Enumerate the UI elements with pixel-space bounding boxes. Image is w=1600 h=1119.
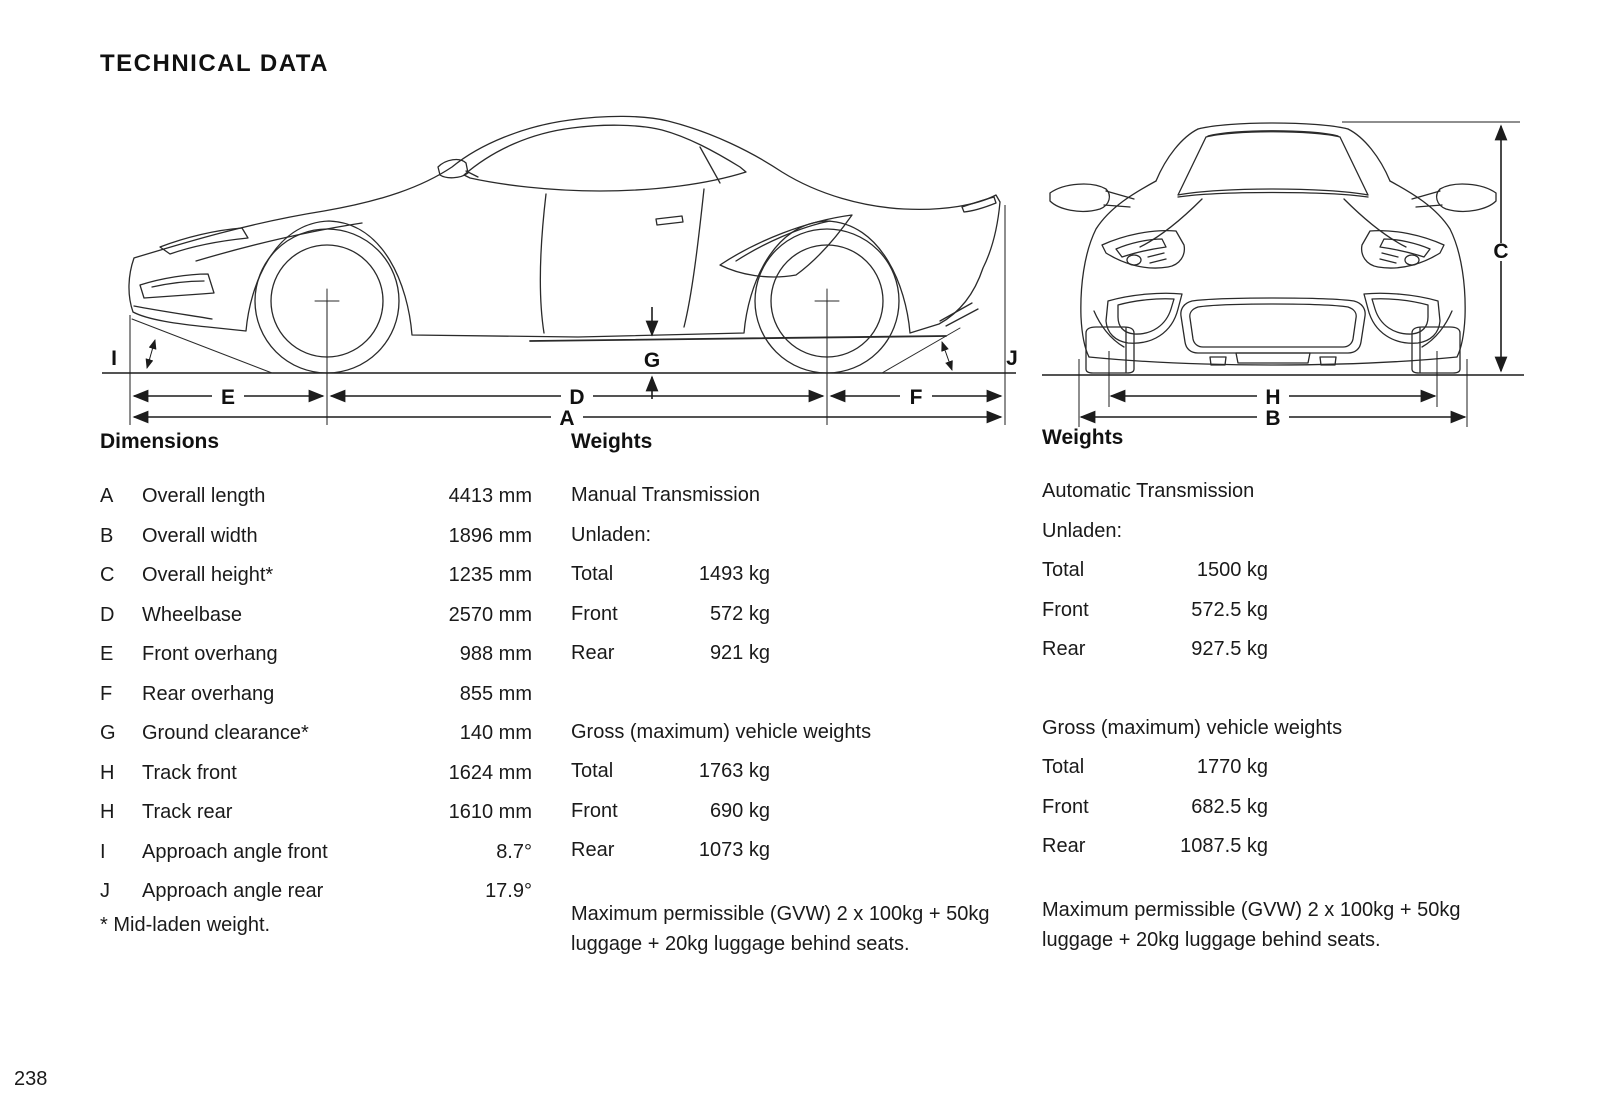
weight-label: Rear bbox=[1042, 835, 1086, 858]
dimension-key: D bbox=[100, 603, 115, 626]
weight-row bbox=[571, 634, 770, 674]
dimension-value: 1235 mm bbox=[448, 564, 532, 587]
gvw-note: Maximum permissible (GVW) 2 x 100kg + 50kg luggage + 20kg luggage behind seats. bbox=[571, 902, 990, 955]
unladen-table bbox=[1042, 551, 1268, 670]
dimension-row bbox=[100, 477, 532, 517]
dim-label-C: C bbox=[1493, 240, 1509, 263]
weight-row bbox=[571, 752, 770, 792]
weight-value: 1073 kg bbox=[698, 839, 770, 862]
dimensions-table bbox=[100, 477, 532, 912]
weight-row bbox=[571, 555, 770, 595]
unladen-table bbox=[571, 555, 770, 674]
weight-value: 572.5 kg bbox=[1191, 598, 1268, 621]
dimension-label: Track front bbox=[142, 761, 237, 784]
gvw-note: Maximum permissible (GVW) 2 x 100kg + 50kg luggage + 20kg luggage behind seats. bbox=[1042, 898, 1461, 951]
weight-label: Rear bbox=[1042, 638, 1086, 661]
weight-value: 690 kg bbox=[709, 799, 770, 822]
weights-manual-heading: Weights bbox=[571, 430, 653, 453]
dimension-key: E bbox=[100, 643, 114, 666]
weight-value: 1763 kg bbox=[698, 760, 770, 783]
dim-label-G: G bbox=[643, 349, 661, 372]
transmission-label: Manual Transmission bbox=[571, 484, 760, 507]
dimension-key: I bbox=[100, 840, 106, 863]
dimension-key: B bbox=[100, 524, 114, 547]
dim-label-F: F bbox=[909, 386, 923, 409]
weights-auto-heading: Weights bbox=[1042, 426, 1124, 449]
page-title: TECHNICAL DATA bbox=[100, 50, 329, 78]
weight-value: 927.5 kg bbox=[1191, 638, 1268, 661]
car-front-view-drawing bbox=[1050, 123, 1496, 373]
weight-row bbox=[571, 595, 770, 635]
dimension-label: Wheelbase bbox=[142, 603, 243, 626]
weight-value: 1500 kg bbox=[1196, 559, 1268, 582]
gross-table bbox=[1042, 748, 1268, 867]
weight-label: Total bbox=[571, 760, 614, 783]
dimension-row bbox=[100, 714, 532, 754]
weights-manual-section bbox=[571, 430, 1011, 960]
car-side-view-drawing bbox=[129, 116, 1000, 373]
dimension-row bbox=[100, 635, 532, 675]
dim-label-A: A bbox=[559, 407, 575, 430]
side-dimension-extension-lines bbox=[130, 205, 1005, 425]
weights-auto-section bbox=[1042, 426, 1494, 956]
dimension-value: 140 mm bbox=[459, 722, 532, 745]
dimension-label: Overall length bbox=[142, 485, 266, 508]
weight-label: Front bbox=[1042, 795, 1089, 818]
dimensions-footnote: * Mid-laden weight. bbox=[100, 913, 271, 936]
dimension-key: A bbox=[100, 485, 114, 508]
dimension-label: Overall width bbox=[142, 524, 258, 547]
weight-row bbox=[1042, 551, 1268, 591]
dimension-key: G bbox=[100, 722, 116, 745]
dimension-row bbox=[100, 556, 532, 596]
dim-label-B: B bbox=[1265, 407, 1281, 430]
dimension-label: Approach angle rear bbox=[142, 880, 324, 903]
side-view-diagram bbox=[100, 95, 1030, 430]
unladen-title: Unladen: bbox=[1042, 519, 1123, 542]
weight-value: 1770 kg bbox=[1196, 756, 1268, 779]
weight-label: Front bbox=[571, 602, 618, 625]
gross-title: Gross (maximum) vehicle weights bbox=[1042, 716, 1343, 739]
dimension-value: 8.7° bbox=[496, 840, 532, 863]
dimension-row bbox=[100, 872, 532, 912]
gross-title: Gross (maximum) vehicle weights bbox=[571, 720, 872, 743]
weight-value: 572 kg bbox=[709, 602, 770, 625]
dimension-row bbox=[100, 793, 532, 833]
dim-label-H: H bbox=[1265, 386, 1281, 409]
dimension-row bbox=[100, 833, 532, 873]
weight-label: Total bbox=[1042, 559, 1085, 582]
dimension-key: H bbox=[100, 761, 115, 784]
weight-label: Total bbox=[571, 563, 614, 586]
weight-row bbox=[571, 792, 770, 832]
dimension-value: 17.9° bbox=[485, 880, 532, 903]
weights-manual-body bbox=[571, 476, 1011, 960]
dimension-label: Front overhang bbox=[142, 643, 278, 666]
transmission-label: Automatic Transmission bbox=[1042, 480, 1255, 503]
weight-label: Rear bbox=[571, 839, 615, 862]
weight-row bbox=[571, 831, 770, 871]
dim-label-E: E bbox=[220, 386, 236, 409]
front-view-diagram bbox=[1030, 95, 1530, 430]
dimension-value: 1610 mm bbox=[448, 801, 532, 824]
dimension-key: F bbox=[100, 682, 113, 705]
weight-row bbox=[1042, 748, 1268, 788]
dimension-value: 1624 mm bbox=[448, 761, 532, 784]
dimensions-section bbox=[100, 430, 532, 937]
dimension-row bbox=[100, 675, 532, 715]
weight-row bbox=[1042, 630, 1268, 670]
dimension-value: 2570 mm bbox=[448, 603, 532, 626]
dimension-row bbox=[100, 754, 532, 794]
dimension-key: C bbox=[100, 564, 115, 587]
dim-label-I: I bbox=[111, 347, 117, 370]
weight-label: Front bbox=[1042, 598, 1089, 621]
unladen-title: Unladen: bbox=[571, 523, 652, 546]
weight-label: Rear bbox=[571, 642, 615, 665]
gross-table bbox=[571, 752, 770, 871]
dimension-value: 855 mm bbox=[459, 682, 532, 705]
dim-label-J: J bbox=[1006, 347, 1018, 370]
dimension-value: 1896 mm bbox=[448, 524, 532, 547]
dimension-row bbox=[100, 517, 532, 557]
dimension-value: 4413 mm bbox=[448, 485, 532, 508]
weight-row bbox=[1042, 827, 1268, 867]
weight-row bbox=[1042, 591, 1268, 631]
dim-label-D: D bbox=[569, 386, 585, 409]
weight-value: 682.5 kg bbox=[1191, 795, 1268, 818]
dimension-label: Track rear bbox=[142, 801, 233, 824]
weight-value: 1087.5 kg bbox=[1180, 835, 1268, 858]
weight-label: Total bbox=[1042, 756, 1085, 779]
dimension-label: Ground clearance* bbox=[142, 722, 309, 745]
weight-label: Front bbox=[571, 799, 618, 822]
side-dimension-lines bbox=[134, 307, 1001, 417]
weights-auto-body bbox=[1042, 472, 1494, 956]
dimension-label: Overall height* bbox=[142, 564, 274, 587]
weight-row bbox=[1042, 788, 1268, 828]
page-number: 238 bbox=[14, 1068, 48, 1090]
dimensions-heading: Dimensions bbox=[100, 430, 220, 453]
dimension-label: Rear overhang bbox=[142, 682, 275, 705]
dimension-key: J bbox=[100, 880, 110, 903]
dimension-value: 988 mm bbox=[459, 643, 532, 666]
dimension-key: H bbox=[100, 801, 115, 824]
weight-value: 1493 kg bbox=[698, 563, 770, 586]
dimension-label: Approach angle front bbox=[142, 840, 328, 863]
weight-value: 921 kg bbox=[709, 642, 770, 665]
dimension-row bbox=[100, 596, 532, 636]
